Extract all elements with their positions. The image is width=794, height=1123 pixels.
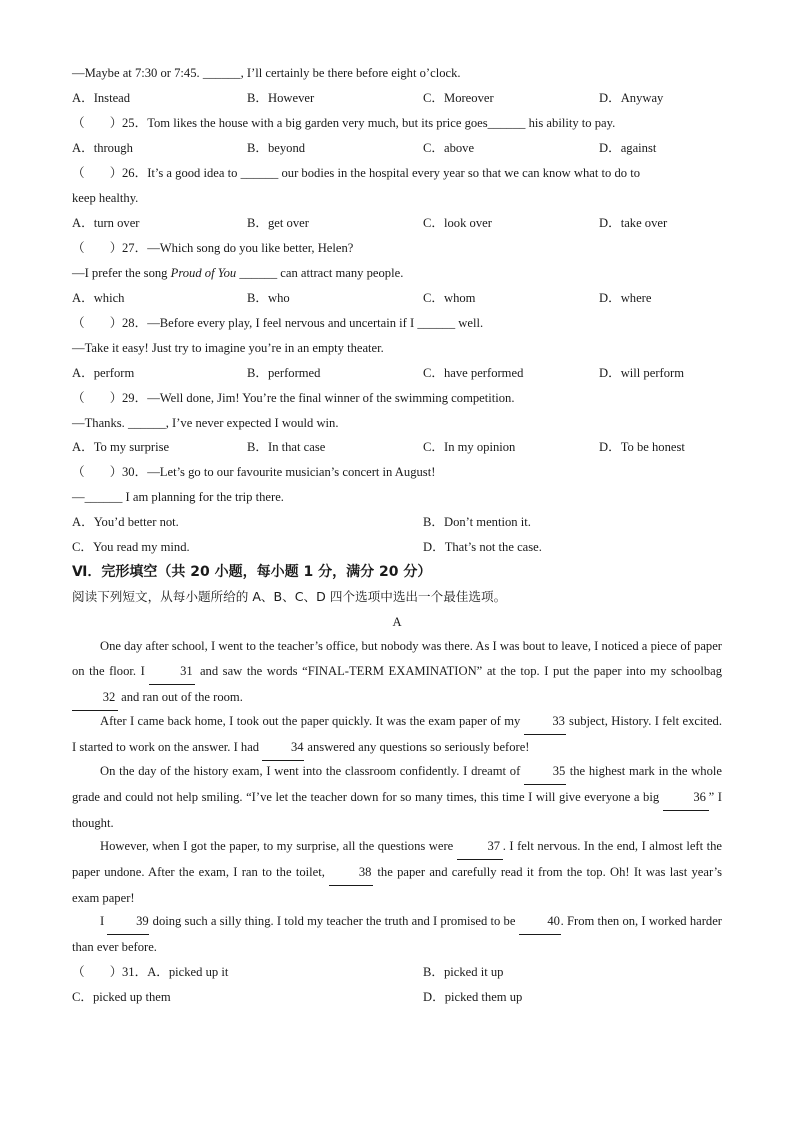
q24-option-d: D．Anyway	[599, 91, 664, 105]
blank-33: 33	[524, 709, 566, 735]
q27-option-c: C．whom	[423, 291, 476, 305]
passage-text: subject, History. I felt excited. I started to work on the answer. I had	[72, 714, 722, 754]
passage-label: A	[392, 615, 402, 629]
q24-option-a: A．Instead	[72, 91, 131, 105]
passage-paragraph-4	[72, 834, 722, 911]
q29-option-b: B．In that case	[247, 440, 326, 454]
q29-option-a: A．To my surprise	[72, 440, 170, 454]
answer-paren: （ ）	[72, 316, 123, 330]
passage-text: doing such a silly thing. I told my teacher the truth and I promised to be	[149, 914, 519, 928]
q27-option-a: A．which	[72, 291, 125, 305]
answer-paren: （ ）	[72, 465, 123, 479]
q27-text: 27．—Which song do you like better, Helen?	[122, 241, 354, 255]
q25-text: 25．Tom likes the house with a big garden very much, but its price goes______ his ability to pay.	[122, 116, 616, 130]
q26-stem	[72, 164, 640, 182]
answer-paren: （ ）	[72, 391, 123, 405]
q31-option-b: B．picked it up	[423, 965, 504, 979]
passage-text: and saw the words “FINAL-TERM EXAMINATION” at the top. I put the paper into my schoolbag	[195, 664, 723, 678]
q25-option-b: B．beyond	[247, 141, 306, 155]
q30-option-a: A．You’d better not.	[72, 515, 179, 529]
blank-35: 35	[524, 759, 566, 785]
blank-34: 34	[262, 735, 304, 761]
passage-paragraph-2	[72, 709, 722, 761]
blank-38: 38	[329, 860, 373, 886]
song-title: Proud of You	[170, 266, 237, 280]
passage-text: ” I thought.	[72, 790, 722, 830]
blank-40: 40	[519, 909, 561, 935]
passage-text: . From then on, I worked harder than ever before.	[72, 914, 722, 954]
blank-32: 32	[72, 685, 118, 711]
passage-text: the paper and carefully read it from the top. Oh! It was last year’s exam paper!	[72, 865, 723, 905]
q28-option-b: B．performed	[247, 366, 321, 380]
passage-text: On the day of the history exam, I went into the classroom confidently. I dreamt of	[100, 764, 524, 778]
blank-37: 37	[457, 834, 503, 860]
passage-text: After I came back home, I took out the paper quickly. It was the exam paper of my	[100, 714, 524, 728]
q24-option-b: B．However	[247, 91, 315, 105]
blank-31: 31	[149, 659, 195, 685]
blank-36: 36	[663, 785, 709, 811]
q29-stem	[72, 389, 514, 407]
q26-option-b: B．get over	[247, 216, 309, 230]
q24-option-c: C．Moreover	[423, 91, 494, 105]
passage-text: and ran out of the room.	[118, 690, 243, 704]
passage-paragraph-5	[72, 909, 722, 960]
q27-line-post: ______ can attract many people.	[236, 266, 404, 280]
q27-option-b: B．who	[247, 291, 290, 305]
passage-text: One day after school, I went to the teacher’s office, but nobody was there. As I was bout to leave, I noticed a piece of paper on the floor. I	[72, 639, 722, 678]
passage-text: the highest mark in the whole grade and could not help smiling. “I’ve let the teacher down for so many times, this time I will give everyone a big	[72, 764, 722, 804]
passage-text: answered any questions so seriously before!	[304, 740, 530, 754]
passage-text: However, when I got the paper, to my surprise, all the questions were	[100, 839, 457, 853]
q26-option-a: A．turn over	[72, 216, 140, 230]
q27-option-d: D．where	[599, 291, 652, 305]
q29-answer-line: —Thanks. ______, I’ve never expected I would win.	[72, 416, 339, 430]
passage-text: . I felt nervous. In the end, I almost left the paper undone. After the exam, I ran to the toilet,	[72, 839, 723, 879]
q27-line-pre: —I prefer the song	[72, 266, 171, 280]
q30-option-d: D．That’s not the case.	[423, 540, 542, 554]
q26-stem-cont: keep healthy.	[72, 191, 139, 205]
q31-option-d: D．picked them up	[423, 990, 523, 1004]
q25-stem	[72, 114, 615, 132]
q28-answer-line: —Take it easy! Just try to imagine you’re in an empty theater.	[72, 341, 384, 355]
q28-text: 28．—Before every play, I feel nervous and uncertain if I ______ well.	[122, 316, 484, 330]
q29-option-d: D．To be honest	[599, 440, 685, 454]
answer-paren: （ ）	[72, 965, 123, 979]
q26-text: 26．It’s a good idea to ______ our bodies in the hospital every year so that we can know what to do to	[122, 166, 640, 180]
q27-stem	[72, 239, 353, 257]
q28-option-c: C．have performed	[423, 366, 524, 380]
answer-paren: （ ）	[72, 241, 123, 255]
q30-option-b: B．Don’t mention it.	[423, 515, 531, 529]
passage-paragraph-3	[72, 759, 722, 836]
passage-paragraph-1	[72, 634, 722, 711]
q29-text: 29．—Well done, Jim! You’re the final winner of the swimming competition.	[122, 391, 515, 405]
q31-option-a: 31．A．picked up it	[122, 965, 229, 979]
q25-option-d: D．against	[599, 141, 657, 155]
answer-paren: （ ）	[72, 166, 123, 180]
q30-text: 30．—Let’s go to our favourite musician’s concert in August!	[122, 465, 436, 479]
q25-option-c: C．above	[423, 141, 475, 155]
answer-paren: （ ）	[72, 116, 123, 130]
passage-text: I	[100, 914, 108, 928]
q24-answer-line: —Maybe at 7:30 or 7:45. ______, I’ll certainly be there before eight o’clock.	[72, 66, 461, 80]
q26-option-c: C．look over	[423, 216, 492, 230]
blank-39: 39	[107, 909, 149, 935]
section-instruction: 阅读下列短文，从每小题所给的 A、B、C、D 四个选项中选出一个最佳选项。	[72, 589, 507, 604]
q31-option-a-line	[72, 963, 228, 981]
q28-option-a: A．perform	[72, 366, 135, 380]
q25-option-a: A．through	[72, 141, 133, 155]
q30-stem	[72, 463, 435, 481]
q28-stem	[72, 314, 483, 332]
q26-option-d: D．take over	[599, 216, 668, 230]
q30-option-c: C．You read my mind.	[72, 540, 190, 554]
q31-option-c: C．picked up them	[72, 990, 171, 1004]
q30-answer-line: —______ I am planning for the trip there.	[72, 490, 284, 504]
q27-answer-line	[72, 264, 403, 282]
q28-option-d: D．will perform	[599, 366, 684, 380]
q29-option-c: C．In my opinion	[423, 440, 516, 454]
section-title: Ⅵ．完形填空（共 20 小题，每小题 1 分，满分 20 分）	[72, 564, 432, 580]
